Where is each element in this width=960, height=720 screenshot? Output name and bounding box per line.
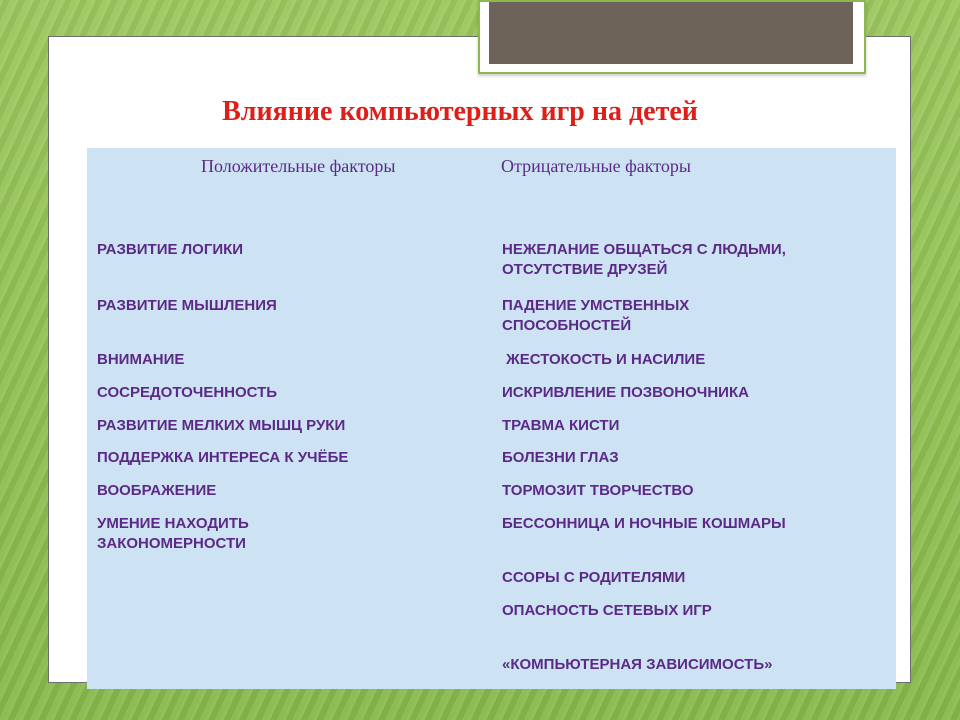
negative-item: БОЛЕЗНИ ГЛАЗ: [502, 449, 619, 466]
photo-frame: [478, 0, 866, 74]
negative-item: ОПАСНОСТЬ СЕТЕВЫХ ИГР: [502, 602, 712, 619]
photo-image: [489, 2, 853, 64]
negative-item: ССОРЫ С РОДИТЕЛЯМИ: [502, 569, 686, 586]
negative-item: ЖЕСТОКОСТЬ И НАСИЛИЕ: [502, 351, 706, 368]
negative-item: ТОРМОЗИТ ТВОРЧЕСТВО: [502, 482, 694, 499]
header-negative-factors: Отрицательные факторы: [501, 156, 692, 176]
positive-item: УМЕНИЕ НАХОДИТЬ ЗАКОНОМЕРНОСТИ: [97, 515, 249, 552]
negative-item: ТРАВМА КИСТИ: [502, 417, 620, 434]
positive-item: ВООБРАЖЕНИЕ: [97, 482, 217, 499]
negative-item: НЕЖЕЛАНИЕ ОБЩАТЬСЯ С ЛЮДЬМИ, ОТСУТСТВИЕ ДРУЗЕЙ: [502, 241, 786, 278]
factors-table: [87, 148, 896, 689]
positive-item: СОСРЕДОТОЧЕННОСТЬ: [97, 384, 278, 401]
negative-item: «КОМПЬЮТЕРНАЯ ЗАВИСИМОСТЬ»: [502, 656, 773, 673]
slide-title: Влияние компьютерных игр на детей: [222, 96, 698, 127]
header-positive-factors: Положительные факторы: [201, 156, 396, 176]
negative-item: БЕССОННИЦА И НОЧНЫЕ КОШМАРЫ: [502, 515, 786, 532]
negative-item: ИСКРИВЛЕНИЕ ПОЗВОНОЧНИКА: [502, 384, 749, 401]
positive-item: ВНИМАНИЕ: [97, 351, 185, 368]
positive-item: РАЗВИТИЕ ЛОГИКИ: [97, 241, 244, 258]
positive-item: РАЗВИТИЕ МЫШЛЕНИЯ: [97, 297, 277, 314]
negative-item: ПАДЕНИЕ УМСТВЕННЫХ СПОСОБНОСТЕЙ: [502, 297, 690, 334]
positive-item: ПОДДЕРЖКА ИНТЕРЕСА К УЧЁБЕ: [97, 449, 349, 466]
positive-item: РАЗВИТИЕ МЕЛКИХ МЫШЦ РУКИ: [97, 417, 346, 434]
